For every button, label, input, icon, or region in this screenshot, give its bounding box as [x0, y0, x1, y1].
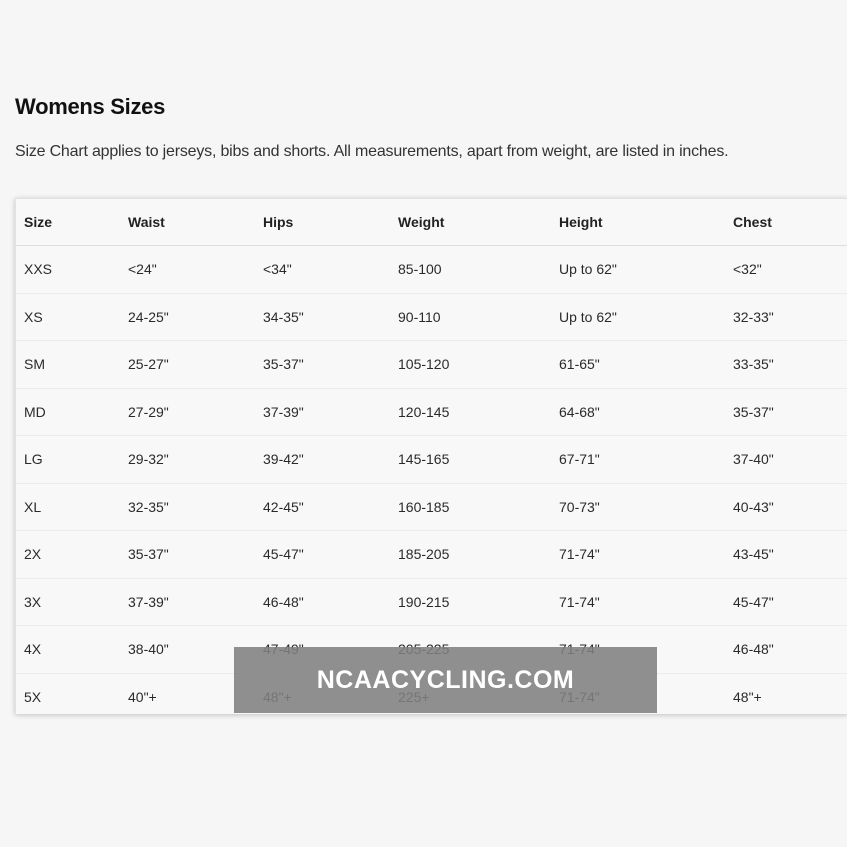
- column-header-hips: Hips: [255, 199, 390, 246]
- cell-hips: 34-35": [255, 293, 390, 341]
- cell-chest: 48"+: [733, 688, 762, 705]
- cell-size: XS: [16, 293, 120, 341]
- cell-chest: 32-33": [725, 293, 847, 341]
- table-row: [16, 293, 847, 341]
- cell-height: 71-74": [551, 578, 725, 626]
- table-row: [16, 578, 847, 626]
- cell-chest: 37-40": [725, 436, 847, 484]
- cell-size: XXS: [16, 246, 120, 294]
- table-row: [16, 531, 847, 579]
- cell-size: LG: [16, 436, 120, 484]
- page-title: Womens Sizes: [15, 94, 166, 119]
- cell-chest: 45-47": [725, 578, 847, 626]
- cell-chest: 46-48": [725, 626, 847, 674]
- cell-hips: 37-39": [255, 388, 390, 436]
- cell-height: 61-65": [551, 341, 725, 389]
- cell-size: SM: [16, 341, 120, 389]
- cell-waist: <24": [120, 246, 255, 294]
- cell-chest: 43-45": [725, 531, 847, 579]
- cell-size: 2X: [16, 531, 120, 579]
- cell-hips: 45-47": [255, 531, 390, 579]
- cell-chest: <32": [725, 246, 847, 294]
- cell-height: Up to 62": [551, 293, 725, 341]
- column-header-size: Size: [16, 199, 120, 246]
- cell-weight: 190-215: [390, 578, 551, 626]
- cell-size: 3X: [16, 578, 120, 626]
- cell-weight: 160-185: [390, 483, 551, 531]
- cell-weight: 90-110: [390, 293, 551, 341]
- column-header-height: Height: [551, 199, 725, 246]
- cell-weight: 185-205: [390, 531, 551, 579]
- cell-size: XL: [16, 483, 120, 531]
- cell-chest: 33-35": [725, 341, 847, 389]
- page-subtitle: Size Chart applies to jerseys, bibs and shorts. All measurements, apart from weight, are listed in inches.: [15, 143, 729, 160]
- cell-weight: 120-145: [390, 388, 551, 436]
- column-header-weight: Weight: [390, 199, 551, 246]
- table-row: [16, 436, 847, 484]
- cell-waist: 27-29": [120, 388, 255, 436]
- cell-waist: 37-39": [120, 578, 255, 626]
- size-chart-table: [16, 199, 847, 714]
- cell-chest: 35-37": [725, 388, 847, 436]
- watermark-banner: [234, 647, 657, 713]
- cell-weight: 85-100: [390, 246, 551, 294]
- cell-waist: 25-27": [120, 341, 255, 389]
- cell-chest: 40-43": [725, 483, 847, 531]
- size-chart-card: [15, 198, 847, 714]
- cell-waist: 38-40": [120, 626, 255, 674]
- cell-hips: 46-48": [255, 578, 390, 626]
- cell-hips: 39-42": [255, 436, 390, 484]
- cell-hips: <34": [255, 246, 390, 294]
- watermark-text: NCAACYCLING.COM: [316, 665, 575, 694]
- cell-hips: 35-37": [255, 341, 390, 389]
- cell-hips: 42-45": [255, 483, 390, 531]
- cell-waist: 24-25": [120, 293, 255, 341]
- cell-waist: 32-35": [120, 483, 255, 531]
- cell-size: 4X: [16, 626, 120, 674]
- cell-waist: 40"+: [128, 688, 157, 705]
- column-header-waist: Waist: [120, 199, 255, 246]
- cell-height: 64-68": [551, 388, 725, 436]
- cell-height: Up to 62": [551, 246, 725, 294]
- cell-height: 71-74": [551, 531, 725, 579]
- table-row: [16, 483, 847, 531]
- table-header-row: [16, 199, 847, 246]
- cell-waist: 35-37": [120, 531, 255, 579]
- table-row: [16, 341, 847, 389]
- cell-size: MD: [16, 388, 120, 436]
- cell-weight: 145-165: [390, 436, 551, 484]
- cell-size: 5X: [24, 688, 42, 705]
- cell-height: 70-73": [551, 483, 725, 531]
- cell-waist: 29-32": [120, 436, 255, 484]
- table-row: [16, 388, 847, 436]
- cell-weight: 105-120: [390, 341, 551, 389]
- table-row: [16, 246, 847, 294]
- column-header-chest: Chest: [725, 199, 847, 246]
- cell-height: 67-71": [551, 436, 725, 484]
